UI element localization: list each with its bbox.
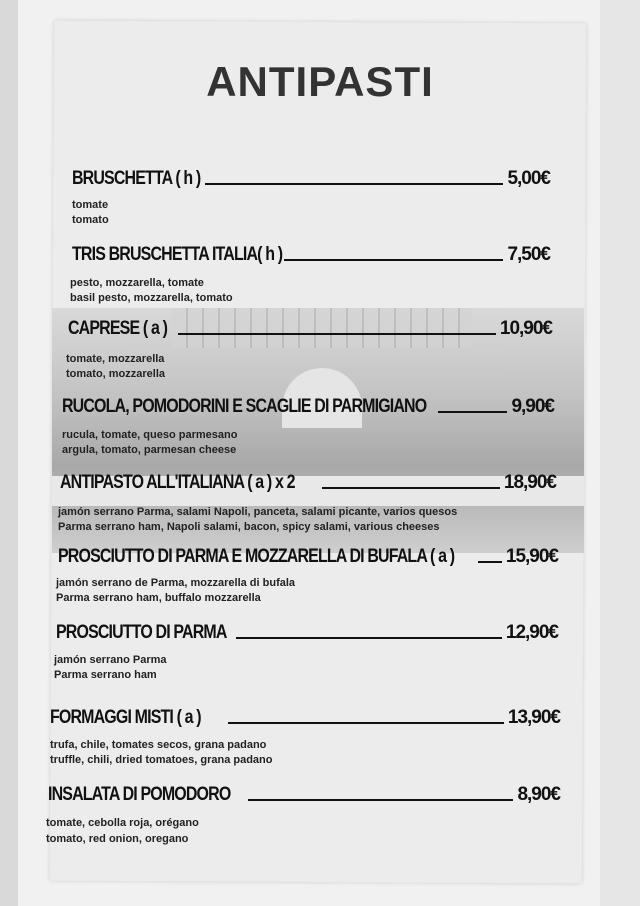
- item-name: PROSCIUTTO DI PARMA E MOZZARELLA DI BUFALA ( a ): [58, 546, 455, 567]
- item-name: CAPRESE ( a ): [68, 318, 168, 339]
- item-price: 18,90€: [503, 472, 556, 493]
- menu-item-rucola: [62, 394, 554, 418]
- item-desc-es: jamón serrano de Parma, mozzarella di bufala: [56, 577, 296, 589]
- item-desc-en: basil pesto, mozzarella, tomato: [70, 292, 233, 304]
- dotted-leader: [322, 487, 500, 489]
- menu-item-formaggi-misti: [50, 705, 560, 729]
- desk-right: [600, 0, 640, 906]
- item-desc-es: rucula, tomate, queso parmesano: [62, 429, 238, 441]
- dotted-leader: [228, 722, 504, 724]
- item-name: PROSCIUTTO DI PARMA: [56, 622, 227, 643]
- dotted-leader: [178, 333, 496, 335]
- dotted-leader: [438, 411, 507, 413]
- menu-item-prosciutto-parma: [56, 620, 558, 644]
- item-price: 7,50€: [507, 244, 550, 265]
- menu-item-bruschetta: [72, 166, 550, 190]
- dotted-leader: [205, 183, 503, 185]
- item-desc-es: tomate: [72, 199, 109, 211]
- menu-item-antipasto-italiana: [60, 470, 556, 494]
- item-price: 9,90€: [511, 396, 554, 417]
- menu-item-caprese: [68, 316, 552, 340]
- desk-left: [0, 0, 18, 906]
- item-desc-en: Parma serrano ham: [54, 669, 157, 681]
- item-name: ANTIPASTO ALL'ITALIANA ( a ) x 2: [60, 472, 295, 493]
- item-desc-es: pesto, mozzarella, tomate: [70, 277, 204, 289]
- item-price: 15,90€: [505, 546, 558, 567]
- item-desc-en: tomato: [72, 214, 109, 226]
- item-desc-en: Parma serrano ham, buffalo mozzarella: [56, 592, 261, 604]
- item-name: FORMAGGI MISTI ( a ): [50, 707, 201, 728]
- menu-title: ANTIPASTI: [206, 58, 434, 105]
- item-desc-es: jamón serrano Parma, salami Napoli, panceta, salami picante, varios quesos: [58, 506, 458, 518]
- menu-item-prosciutto-mozzarella: [58, 544, 558, 568]
- item-price: 13,90€: [507, 707, 560, 728]
- item-name: INSALATA DI POMODORO: [48, 784, 231, 805]
- dotted-leader: [236, 637, 502, 639]
- item-desc-en: truffle, chili, dried tomatoes, grana padano: [50, 754, 273, 766]
- item-price: 12,90€: [505, 622, 558, 643]
- item-desc-en: Parma serrano ham, Napoli salami, bacon, spicy salami, various cheeses: [58, 521, 440, 533]
- menu-item-tris-bruschetta: [72, 242, 550, 266]
- menu-item-insalata-pomodoro: [48, 782, 560, 806]
- item-name: BRUSCHETTA ( h ): [72, 168, 201, 189]
- dotted-leader: [478, 561, 502, 563]
- dotted-leader: [284, 259, 503, 261]
- item-price: 5,00€: [507, 168, 550, 189]
- item-desc-en: argula, tomato, parmesan cheese: [62, 444, 237, 456]
- item-name: TRIS BRUSCHETTA ITALIA( h ): [72, 244, 283, 265]
- dotted-leader: [248, 799, 513, 801]
- item-desc-es: jamón serrano Parma: [54, 654, 167, 666]
- item-price: 10,90€: [499, 318, 552, 339]
- item-desc-es: tomate, mozzarella: [66, 353, 165, 365]
- item-desc-es: tomate, cebolla roja, orégano: [46, 817, 199, 829]
- item-desc-en: tomato, mozzarella: [66, 368, 166, 380]
- item-price: 8,90€: [517, 784, 560, 805]
- item-name: RUCOLA, POMODORINI E SCAGLIE DI PARMIGIANO: [62, 396, 427, 417]
- item-desc-en: tomato, red onion, oregano: [46, 833, 189, 845]
- item-desc-es: trufa, chile, tomates secos, grana padano: [50, 739, 267, 751]
